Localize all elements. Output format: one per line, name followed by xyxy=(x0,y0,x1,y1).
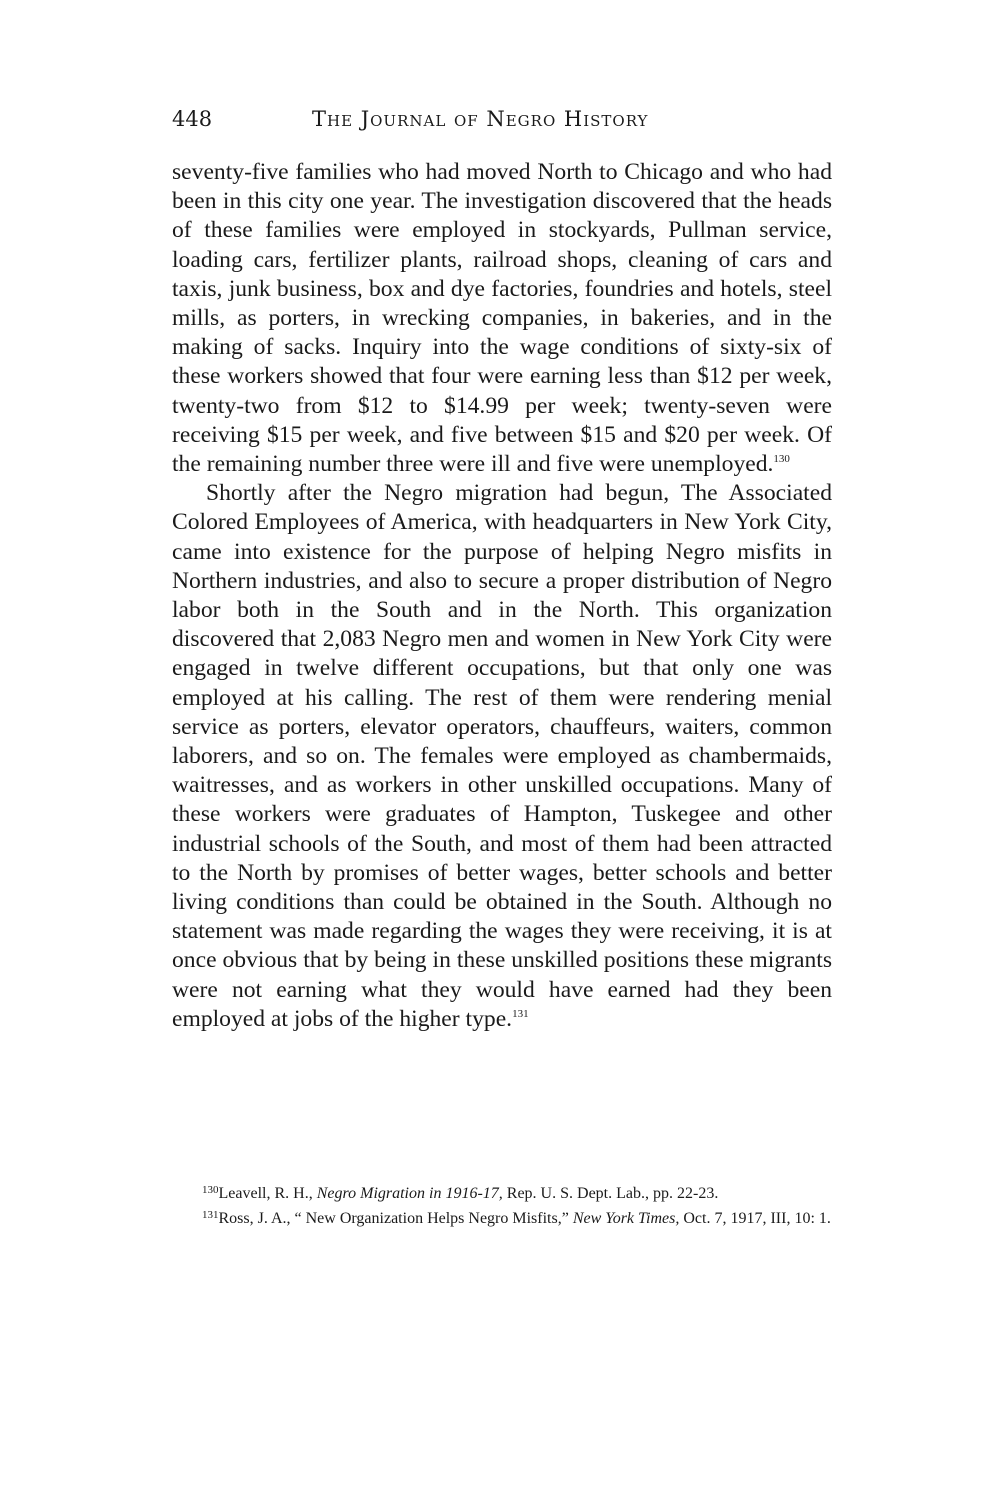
running-title: The Journal of Negro History xyxy=(312,107,649,131)
footnote-number: 131 xyxy=(202,1209,219,1221)
footnote-number: 130 xyxy=(202,1184,219,1196)
footnote-details: Oct. 7, 1917, III, 10: 1. xyxy=(679,1210,831,1227)
footnote-author: Ross, J. A., “ New Organization Helps Negro Misfits,” xyxy=(218,1210,573,1227)
footnote-131 xyxy=(172,1208,832,1230)
paragraph-1-text: seventy-five families who had moved North to Chicago and who had been in this city one year. The investigation discovered that the heads of these families were employed in stockyards, Pullman service, loading cars, fertilizer plants, railroad shops, cleaning of cars and taxis, junk business, box and dye factories, foundries and hotels, steel mills, as porters, in wrecking companies, in bakeries, and in the making of sacks. Inquiry into the wage conditions of sixty-six of these workers showed that four were earning less than $12 per week, twenty-two from $12 to $14.99 per week; twenty-seven were receiving $15 per week, and five between $15 and $20 per week. Of the remaining number three were ill and five were unemployed. xyxy=(172,159,832,478)
paragraph-1 xyxy=(172,158,832,479)
footnote-ref-131: 131 xyxy=(512,1007,529,1020)
footnote-title: Negro Migration in 1916-17, xyxy=(316,1185,503,1202)
footnote-130 xyxy=(172,1183,832,1205)
running-header xyxy=(172,104,832,140)
footnote-details: Rep. U. S. Dept. Lab., pp. 22-23. xyxy=(502,1185,719,1202)
page-number: 448 xyxy=(172,107,213,131)
body-text xyxy=(172,158,832,1034)
footnotes xyxy=(172,1183,832,1233)
paragraph-2 xyxy=(172,479,832,1034)
footnote-ref-130: 130 xyxy=(773,453,790,466)
footnote-title: New York Times, xyxy=(572,1210,680,1227)
footnote-author: Leavell, R. H., xyxy=(218,1185,317,1202)
paragraph-2-text: Shortly after the Negro migration had begun, The Associated Colored Employees of America, with headquarters in New York City, came into existence for the purpose of helping Negro misfits in Northern industries, and also to secure a proper distribution of Negro labor both in the South and in the North. This organization discovered that 2,083 Negro men and women in New York City were engaged in twelve different occupations, but that only one was employed at his calling. The rest of them were rendering menial service as porters, elevator operators, chauffeurs, waiters, common laborers, and so on. The females were employed as chambermaids, waitresses, and as workers in other unskilled occupations. Many of these workers were graduates of Hampton, Tuskegee and other industrial schools of the South, and most of them had been attracted to the North by promises of better wages, better schools and better living conditions than could be obtained in the South. Although no statement was made regarding the wages they were receiving, it is at once obvious that by being in these unskilled positions these migrants were not earning what they would have earned had they been employed at jobs of the higher type. xyxy=(172,480,832,1032)
